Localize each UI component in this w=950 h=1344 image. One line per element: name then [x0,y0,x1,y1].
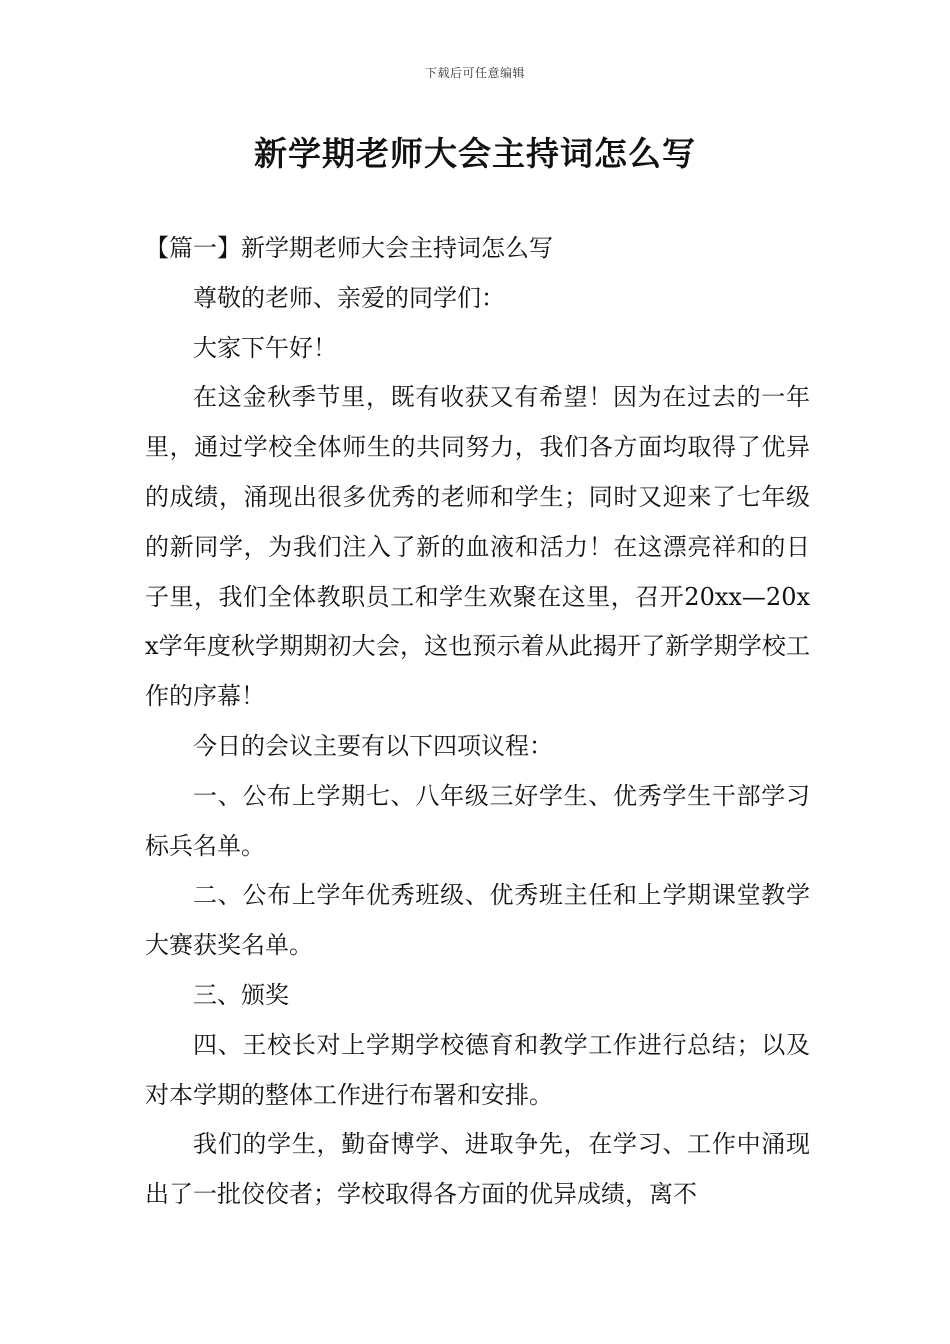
paragraph-agenda-item-1: 一、公布上学期七、八年级三好学生、优秀学生干部学习标兵名单。 [145,781,810,860]
paragraph-agenda-item-4: 四、王校长对上学期学校德育和教学工作进行总结；以及对本学期的整体工作进行布署和安排。 [145,1030,810,1109]
paragraph-salutation: 尊敬的老师、亲爱的同学们： [193,283,505,312]
section-heading: 【篇一】新学期老师大会主持词怎么写 [145,234,553,262]
document-title: 新学期老师大会主持词怎么写 [254,134,696,173]
header-note: 下载后可任意编辑 [424,66,525,80]
document-body [145,224,810,1220]
paragraph-agenda-item-2: 二、公布上学年优秀班级、优秀班主任和上学期课堂教学大赛获奖名单。 [145,881,810,960]
paragraph-agenda-item-3: 三、颁奖 [193,980,289,1009]
paragraph-opening: 在这金秋季节里，既有收获又有希望！因为在过去的一年里，通过学校全体师生的共同努力，我们各方面均取得了优异的成绩，涌现出很多优秀的老师和学生；同时又迎来了七年级的新同学，为我们注入了新的血液和活力！在这漂亮祥和的日子里，我们全体教职员工和学生欢聚在这里，召开20xx—20xx学年度秋学期期初大会，这也预示着从此揭开了新学期学校工作的序幕！ [145,383,810,711]
paragraph-greeting: 大家下午好！ [193,333,337,362]
paragraph-students: 我们的学生，勤奋博学、进取争先，在学习、工作中涌现出了一批佼佼者；学校取得各方面的优异成绩，离不 [145,1130,810,1209]
paragraph-agenda-intro: 今日的会议主要有以下四项议程： [193,731,553,760]
